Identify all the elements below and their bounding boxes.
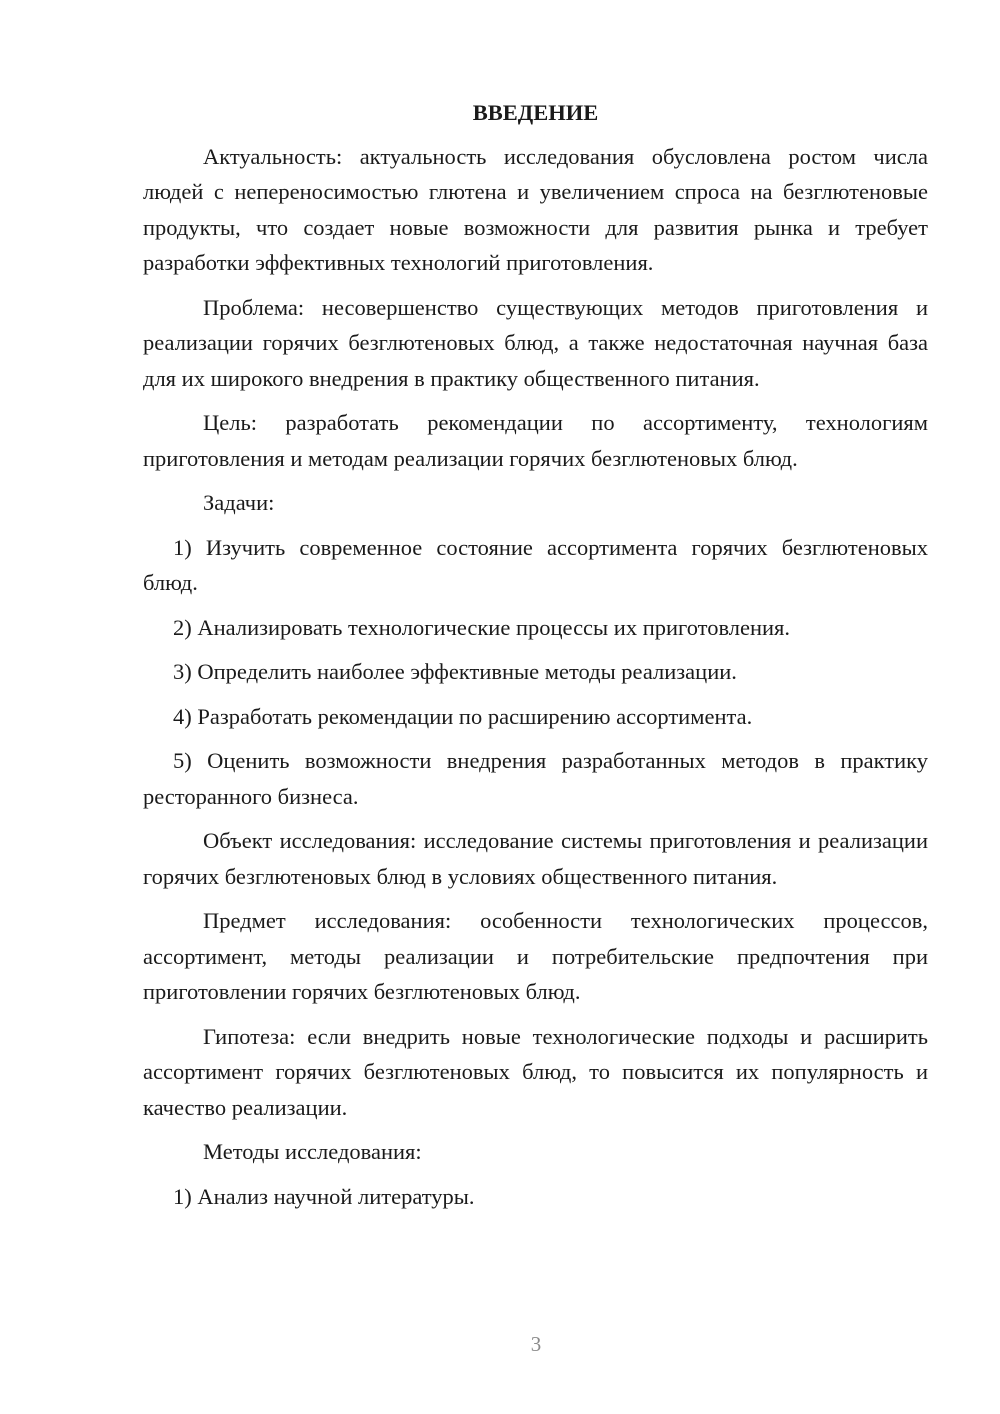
- method-item-1: 1) Анализ научной литературы.: [173, 1183, 475, 1209]
- methods-label: Методы исследования:: [203, 1139, 422, 1164]
- task-item-4: 4) Разработать рекомендации по расширению ассортимента.: [173, 703, 753, 729]
- tasks-label: Задачи:: [203, 490, 275, 515]
- section-title: ВВЕДЕНИЕ: [472, 100, 599, 125]
- page-content: [143, 95, 928, 1223]
- task-item-1: 1) Изучить современное состояние ассортимента горячих безглютеновых блюд.: [143, 534, 928, 595]
- paragraph-hypothesis: Гипотеза: если внедрить новые технологические подходы и расширить ассортимент горячих безглютеновых блюд, то повысится их популярность и качество реализации.: [143, 1023, 928, 1120]
- paragraph-problem: Проблема: несовершенство существующих методов приготовления и реализации горячих безглютеновых блюд, а также недостаточная научная база для их широкого внедрения в практику общественного питания.: [143, 294, 928, 391]
- paragraph-object: Объект исследования: исследование системы приготовления и реализации горячих безглютеновых блюд в условиях общественного питания.: [143, 828, 928, 889]
- task-item-5: 5) Оценить возможности внедрения разработанных методов в практику ресторанного бизнеса.: [143, 748, 928, 809]
- task-item-3: 3) Определить наиболее эффективные методы реализации.: [173, 659, 737, 684]
- paragraph-goal: Цель: разработать рекомендации по ассортименту, технологиям приготовления и методам реализации горячих безглютеновых блюд.: [143, 410, 928, 471]
- page-number: 3: [530, 1332, 542, 1356]
- paragraph-relevance: Актуальность: актуальность исследования обусловлена ростом числа людей с непереносимостью глютена и увеличением спроса на безглютеновые продукты, что создает новые возможности для развития рынка и требует разработки эффективных технологий приготовления.: [143, 143, 928, 275]
- task-item-2: 2) Анализировать технологические процессы их приготовления.: [173, 614, 791, 640]
- paragraph-subject: Предмет исследования: особенности технологических процессов, ассортимент, методы реализации и потребительские предпочтения при приготовлении горячих безглютеновых блюд.: [143, 908, 928, 1004]
